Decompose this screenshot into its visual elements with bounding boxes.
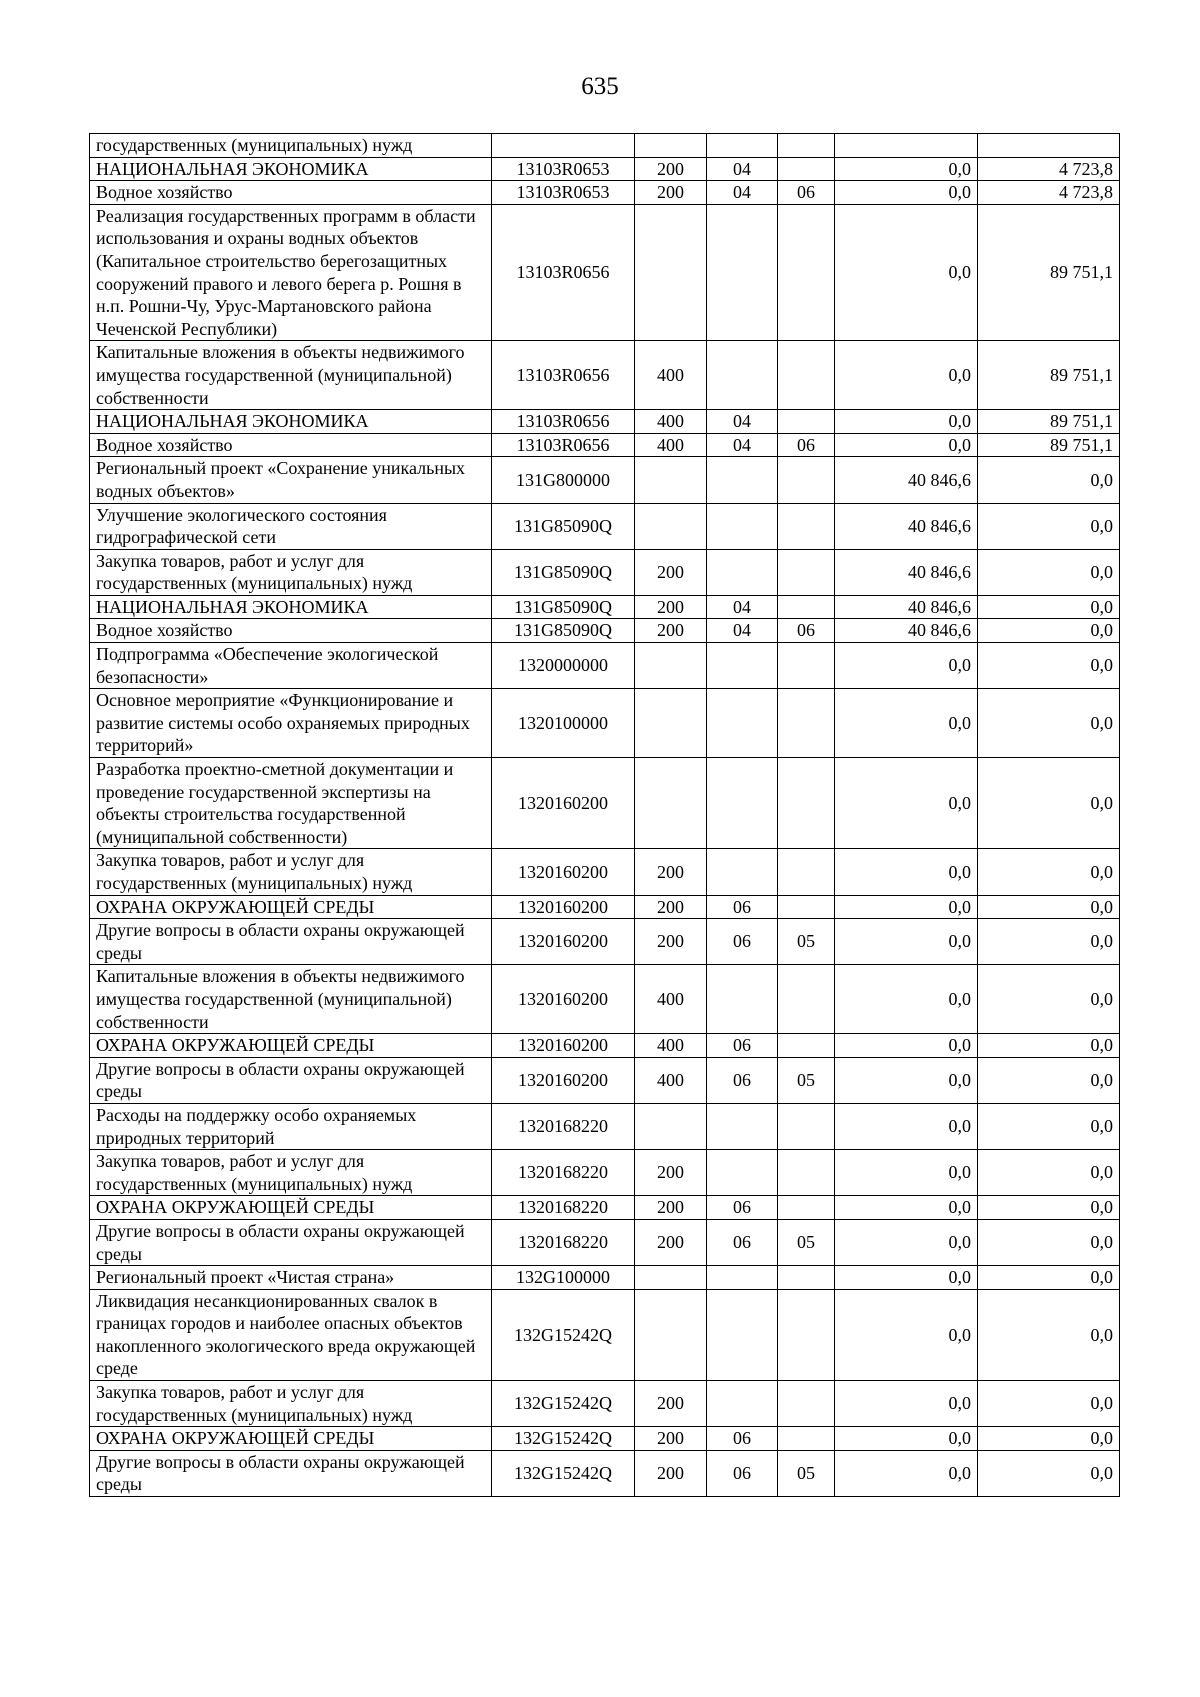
row-amount-2: 0,0	[978, 457, 1120, 503]
table-row	[90, 1266, 1120, 1290]
row-section	[707, 1381, 778, 1427]
row-amount-1: 0,0	[835, 181, 978, 205]
row-name: Реализация государственных программ в области использования и охраны водных объектов (Капитальное строительство берегозащитных сооружений правого и левого берега р. Рошня в н.п. Рошни-Чу, Урус-Мартановского района Чеченской Республики)	[90, 204, 492, 341]
table-row	[90, 134, 1120, 158]
row-code: 1320168220	[492, 1150, 635, 1196]
row-expense-type: 400	[635, 433, 707, 457]
row-amount-1: 0,0	[835, 689, 978, 758]
row-amount-1: 0,0	[835, 1219, 978, 1265]
table-row	[90, 1219, 1120, 1265]
row-expense-type: 400	[635, 1034, 707, 1058]
table-row	[90, 1196, 1120, 1220]
row-section: 06	[707, 895, 778, 919]
row-expense-type: 200	[635, 1381, 707, 1427]
row-amount-2: 89 751,1	[978, 204, 1120, 341]
row-subsection	[778, 1196, 835, 1220]
row-amount-1	[835, 134, 978, 158]
row-amount-2: 0,0	[978, 689, 1120, 758]
row-section: 06	[707, 1450, 778, 1496]
row-amount-2: 0,0	[978, 1057, 1120, 1103]
row-amount-2: 89 751,1	[978, 433, 1120, 457]
row-name: Основное мероприятие «Функционирование и развитие системы особо охраняемых природных территорий»	[90, 689, 492, 758]
row-expense-type: 200	[635, 1196, 707, 1220]
row-amount-1: 0,0	[835, 1427, 978, 1451]
row-amount-2: 0,0	[978, 619, 1120, 643]
row-expense-type	[635, 204, 707, 341]
row-name: Региональный проект «Сохранение уникальных водных объектов»	[90, 457, 492, 503]
row-amount-1: 40 846,6	[835, 549, 978, 595]
table-row	[90, 410, 1120, 434]
row-code: 1320100000	[492, 689, 635, 758]
row-expense-type: 200	[635, 619, 707, 643]
table-row	[90, 758, 1120, 849]
row-name: Закупка товаров, работ и услуг для государственных (муниципальных) нужд	[90, 549, 492, 595]
row-amount-2	[978, 134, 1120, 158]
table-row	[90, 157, 1120, 181]
row-expense-type: 200	[635, 1219, 707, 1265]
row-amount-1: 0,0	[835, 1057, 978, 1103]
row-code: 1320160200	[492, 849, 635, 895]
row-expense-type: 400	[635, 1057, 707, 1103]
row-amount-1: 0,0	[835, 1150, 978, 1196]
row-subsection	[778, 204, 835, 341]
row-section	[707, 643, 778, 689]
row-name: ОХРАНА ОКРУЖАЮЩЕЙ СРЕДЫ	[90, 1196, 492, 1220]
row-code: 13103R0656	[492, 410, 635, 434]
row-subsection	[778, 1289, 835, 1380]
row-amount-1: 0,0	[835, 1266, 978, 1290]
row-subsection	[778, 1103, 835, 1149]
row-expense-type: 200	[635, 181, 707, 205]
row-expense-type: 400	[635, 410, 707, 434]
row-code: 1320168220	[492, 1196, 635, 1220]
row-subsection	[778, 1381, 835, 1427]
row-section: 06	[707, 1427, 778, 1451]
row-code: 131G85090Q	[492, 619, 635, 643]
row-section: 06	[707, 1196, 778, 1220]
table-row	[90, 895, 1120, 919]
row-code: 1320160200	[492, 965, 635, 1034]
row-section	[707, 758, 778, 849]
row-section: 06	[707, 1219, 778, 1265]
row-expense-type	[635, 1266, 707, 1290]
row-code: 1320160200	[492, 895, 635, 919]
row-name: Закупка товаров, работ и услуг для государственных (муниципальных) нужд	[90, 1381, 492, 1427]
row-section	[707, 134, 778, 158]
row-name: Капитальные вложения в объекты недвижимого имущества государственной (муниципальной) собственности	[90, 341, 492, 410]
row-expense-type: 400	[635, 341, 707, 410]
row-name: ОХРАНА ОКРУЖАЮЩЕЙ СРЕДЫ	[90, 1427, 492, 1451]
row-amount-2: 89 751,1	[978, 341, 1120, 410]
row-name: государственных (муниципальных) нужд	[90, 134, 492, 158]
table-row	[90, 457, 1120, 503]
row-amount-2: 0,0	[978, 1427, 1120, 1451]
row-amount-2: 0,0	[978, 919, 1120, 965]
row-section	[707, 1289, 778, 1380]
row-amount-1: 0,0	[835, 1103, 978, 1149]
row-code: 13103R0656	[492, 204, 635, 341]
row-expense-type: 200	[635, 1150, 707, 1196]
table-row	[90, 433, 1120, 457]
row-section: 04	[707, 433, 778, 457]
row-subsection	[778, 1150, 835, 1196]
row-code: 13103R0656	[492, 341, 635, 410]
row-amount-1: 0,0	[835, 1289, 978, 1380]
row-amount-2: 0,0	[978, 1196, 1120, 1220]
row-subsection	[778, 503, 835, 549]
row-code: 132G15242Q	[492, 1289, 635, 1380]
row-amount-1: 40 846,6	[835, 503, 978, 549]
row-subsection	[778, 157, 835, 181]
row-section: 06	[707, 1034, 778, 1058]
row-subsection	[778, 341, 835, 410]
row-name: Капитальные вложения в объекты недвижимого имущества государственной (муниципальной) собственности	[90, 965, 492, 1034]
row-amount-1: 0,0	[835, 410, 978, 434]
row-subsection	[778, 849, 835, 895]
row-code: 132G15242Q	[492, 1427, 635, 1451]
row-code: 1320160200	[492, 1034, 635, 1058]
row-code: 131G85090Q	[492, 503, 635, 549]
row-amount-1: 0,0	[835, 965, 978, 1034]
row-amount-1: 40 846,6	[835, 457, 978, 503]
table-row	[90, 1450, 1120, 1496]
row-subsection	[778, 965, 835, 1034]
row-expense-type: 200	[635, 1450, 707, 1496]
row-expense-type: 200	[635, 595, 707, 619]
row-name: Водное хозяйство	[90, 433, 492, 457]
row-section: 04	[707, 157, 778, 181]
row-subsection	[778, 410, 835, 434]
row-amount-2: 0,0	[978, 1219, 1120, 1265]
row-name: Закупка товаров, работ и услуг для государственных (муниципальных) нужд	[90, 849, 492, 895]
table-row	[90, 643, 1120, 689]
row-code: 132G15242Q	[492, 1381, 635, 1427]
row-name: ОХРАНА ОКРУЖАЮЩЕЙ СРЕДЫ	[90, 1034, 492, 1058]
row-section	[707, 1150, 778, 1196]
table-row	[90, 595, 1120, 619]
row-section: 04	[707, 181, 778, 205]
row-name: Водное хозяйство	[90, 619, 492, 643]
row-code: 132G100000	[492, 1266, 635, 1290]
row-code: 1320168220	[492, 1219, 635, 1265]
row-code: 131G85090Q	[492, 549, 635, 595]
row-code: 131G85090Q	[492, 595, 635, 619]
row-expense-type	[635, 758, 707, 849]
table-row	[90, 181, 1120, 205]
row-name: Подпрограмма «Обеспечение экологической безопасности»	[90, 643, 492, 689]
row-amount-1: 0,0	[835, 849, 978, 895]
table-row	[90, 919, 1120, 965]
row-code: 1320160200	[492, 758, 635, 849]
row-subsection	[778, 1427, 835, 1451]
row-code	[492, 134, 635, 158]
row-name: ОХРАНА ОКРУЖАЮЩЕЙ СРЕДЫ	[90, 895, 492, 919]
row-name: Другие вопросы в области охраны окружающей среды	[90, 1450, 492, 1496]
row-subsection	[778, 758, 835, 849]
table-row	[90, 1381, 1120, 1427]
row-amount-2: 89 751,1	[978, 410, 1120, 434]
row-name: Разработка проектно-сметной документации и проведение государственной экспертизы на объекты строительства государственной (муниципальной собственности)	[90, 758, 492, 849]
row-amount-1: 0,0	[835, 1034, 978, 1058]
row-subsection	[778, 643, 835, 689]
row-amount-2: 4 723,8	[978, 157, 1120, 181]
row-expense-type: 200	[635, 157, 707, 181]
row-amount-1: 0,0	[835, 758, 978, 849]
row-section	[707, 689, 778, 758]
row-name: Региональный проект «Чистая страна»	[90, 1266, 492, 1290]
row-amount-1: 40 846,6	[835, 595, 978, 619]
page-number: 635	[581, 73, 619, 100]
row-code: 1320168220	[492, 1103, 635, 1149]
row-amount-2: 0,0	[978, 1289, 1120, 1380]
row-section: 04	[707, 410, 778, 434]
row-name: НАЦИОНАЛЬНАЯ ЭКОНОМИКА	[90, 595, 492, 619]
table-row	[90, 689, 1120, 758]
row-amount-2: 0,0	[978, 849, 1120, 895]
row-subsection	[778, 134, 835, 158]
row-expense-type	[635, 503, 707, 549]
table-row	[90, 849, 1120, 895]
row-expense-type	[635, 1289, 707, 1380]
row-amount-1: 0,0	[835, 341, 978, 410]
row-amount-1: 0,0	[835, 895, 978, 919]
row-section	[707, 965, 778, 1034]
row-amount-2: 0,0	[978, 1034, 1120, 1058]
row-code: 131G800000	[492, 457, 635, 503]
row-expense-type: 200	[635, 919, 707, 965]
row-subsection: 06	[778, 433, 835, 457]
row-name: Водное хозяйство	[90, 181, 492, 205]
row-section: 06	[707, 919, 778, 965]
row-expense-type	[635, 134, 707, 158]
row-section: 06	[707, 1057, 778, 1103]
row-expense-type: 200	[635, 1427, 707, 1451]
row-amount-2: 0,0	[978, 1103, 1120, 1149]
row-amount-1: 0,0	[835, 919, 978, 965]
row-expense-type	[635, 457, 707, 503]
row-name: Другие вопросы в области охраны окружающей среды	[90, 1057, 492, 1103]
row-amount-1: 0,0	[835, 204, 978, 341]
row-code: 13103R0653	[492, 181, 635, 205]
row-name: Расходы на поддержку особо охраняемых природных территорий	[90, 1103, 492, 1149]
row-expense-type: 400	[635, 965, 707, 1034]
row-amount-2: 0,0	[978, 965, 1120, 1034]
row-code: 132G15242Q	[492, 1450, 635, 1496]
row-name: Другие вопросы в области охраны окружающей среды	[90, 919, 492, 965]
row-code: 1320160200	[492, 919, 635, 965]
row-name: Ликвидация несанкционированных свалок в границах городов и наиболее опасных объектов накопленного экологического вреда окружающей среде	[90, 1289, 492, 1380]
row-subsection	[778, 549, 835, 595]
row-section	[707, 1103, 778, 1149]
row-amount-2: 0,0	[978, 503, 1120, 549]
row-amount-2: 0,0	[978, 549, 1120, 595]
row-amount-2: 4 723,8	[978, 181, 1120, 205]
row-expense-type: 200	[635, 849, 707, 895]
row-subsection: 06	[778, 181, 835, 205]
row-section: 04	[707, 595, 778, 619]
row-subsection: 05	[778, 1057, 835, 1103]
row-amount-2: 0,0	[978, 1381, 1120, 1427]
row-expense-type	[635, 1103, 707, 1149]
row-subsection: 06	[778, 619, 835, 643]
table-row	[90, 1427, 1120, 1451]
table-row	[90, 1034, 1120, 1058]
row-amount-1: 40 846,6	[835, 619, 978, 643]
row-section	[707, 457, 778, 503]
row-expense-type	[635, 643, 707, 689]
row-amount-1: 0,0	[835, 433, 978, 457]
row-section	[707, 849, 778, 895]
row-code: 13103R0656	[492, 433, 635, 457]
row-expense-type: 200	[635, 895, 707, 919]
table-row	[90, 1289, 1120, 1380]
row-subsection: 05	[778, 919, 835, 965]
row-name: НАЦИОНАЛЬНАЯ ЭКОНОМИКА	[90, 410, 492, 434]
row-expense-type: 200	[635, 549, 707, 595]
row-subsection	[778, 689, 835, 758]
table-row	[90, 965, 1120, 1034]
row-subsection	[778, 895, 835, 919]
row-code: 1320160200	[492, 1057, 635, 1103]
row-amount-2: 0,0	[978, 1450, 1120, 1496]
table-row	[90, 619, 1120, 643]
table-row	[90, 503, 1120, 549]
row-subsection	[778, 1266, 835, 1290]
row-name: НАЦИОНАЛЬНАЯ ЭКОНОМИКА	[90, 157, 492, 181]
row-section: 04	[707, 619, 778, 643]
row-code: 13103R0653	[492, 157, 635, 181]
row-subsection: 05	[778, 1450, 835, 1496]
row-section	[707, 204, 778, 341]
row-amount-1: 0,0	[835, 1450, 978, 1496]
row-section	[707, 1266, 778, 1290]
row-name: Закупка товаров, работ и услуг для государственных (муниципальных) нужд	[90, 1150, 492, 1196]
row-subsection: 05	[778, 1219, 835, 1265]
row-amount-1: 0,0	[835, 157, 978, 181]
row-amount-1: 0,0	[835, 643, 978, 689]
row-name: Другие вопросы в области охраны окружающей среды	[90, 1219, 492, 1265]
row-amount-2: 0,0	[978, 1150, 1120, 1196]
row-amount-2: 0,0	[978, 758, 1120, 849]
row-subsection	[778, 595, 835, 619]
table-row	[90, 1057, 1120, 1103]
row-amount-1: 0,0	[835, 1196, 978, 1220]
row-subsection	[778, 1034, 835, 1058]
table-row	[90, 549, 1120, 595]
row-amount-1: 0,0	[835, 1381, 978, 1427]
row-name: Улучшение экологического состояния гидрографической сети	[90, 503, 492, 549]
row-subsection	[778, 457, 835, 503]
budget-table	[89, 133, 1120, 1497]
row-amount-2: 0,0	[978, 1266, 1120, 1290]
row-section	[707, 341, 778, 410]
row-amount-2: 0,0	[978, 595, 1120, 619]
row-expense-type	[635, 689, 707, 758]
table-row	[90, 1150, 1120, 1196]
row-code: 1320000000	[492, 643, 635, 689]
row-section	[707, 549, 778, 595]
table-row	[90, 1103, 1120, 1149]
row-amount-2: 0,0	[978, 643, 1120, 689]
table-body	[90, 134, 1120, 1497]
table-row	[90, 341, 1120, 410]
row-section	[707, 503, 778, 549]
row-amount-2: 0,0	[978, 895, 1120, 919]
table-row	[90, 204, 1120, 341]
